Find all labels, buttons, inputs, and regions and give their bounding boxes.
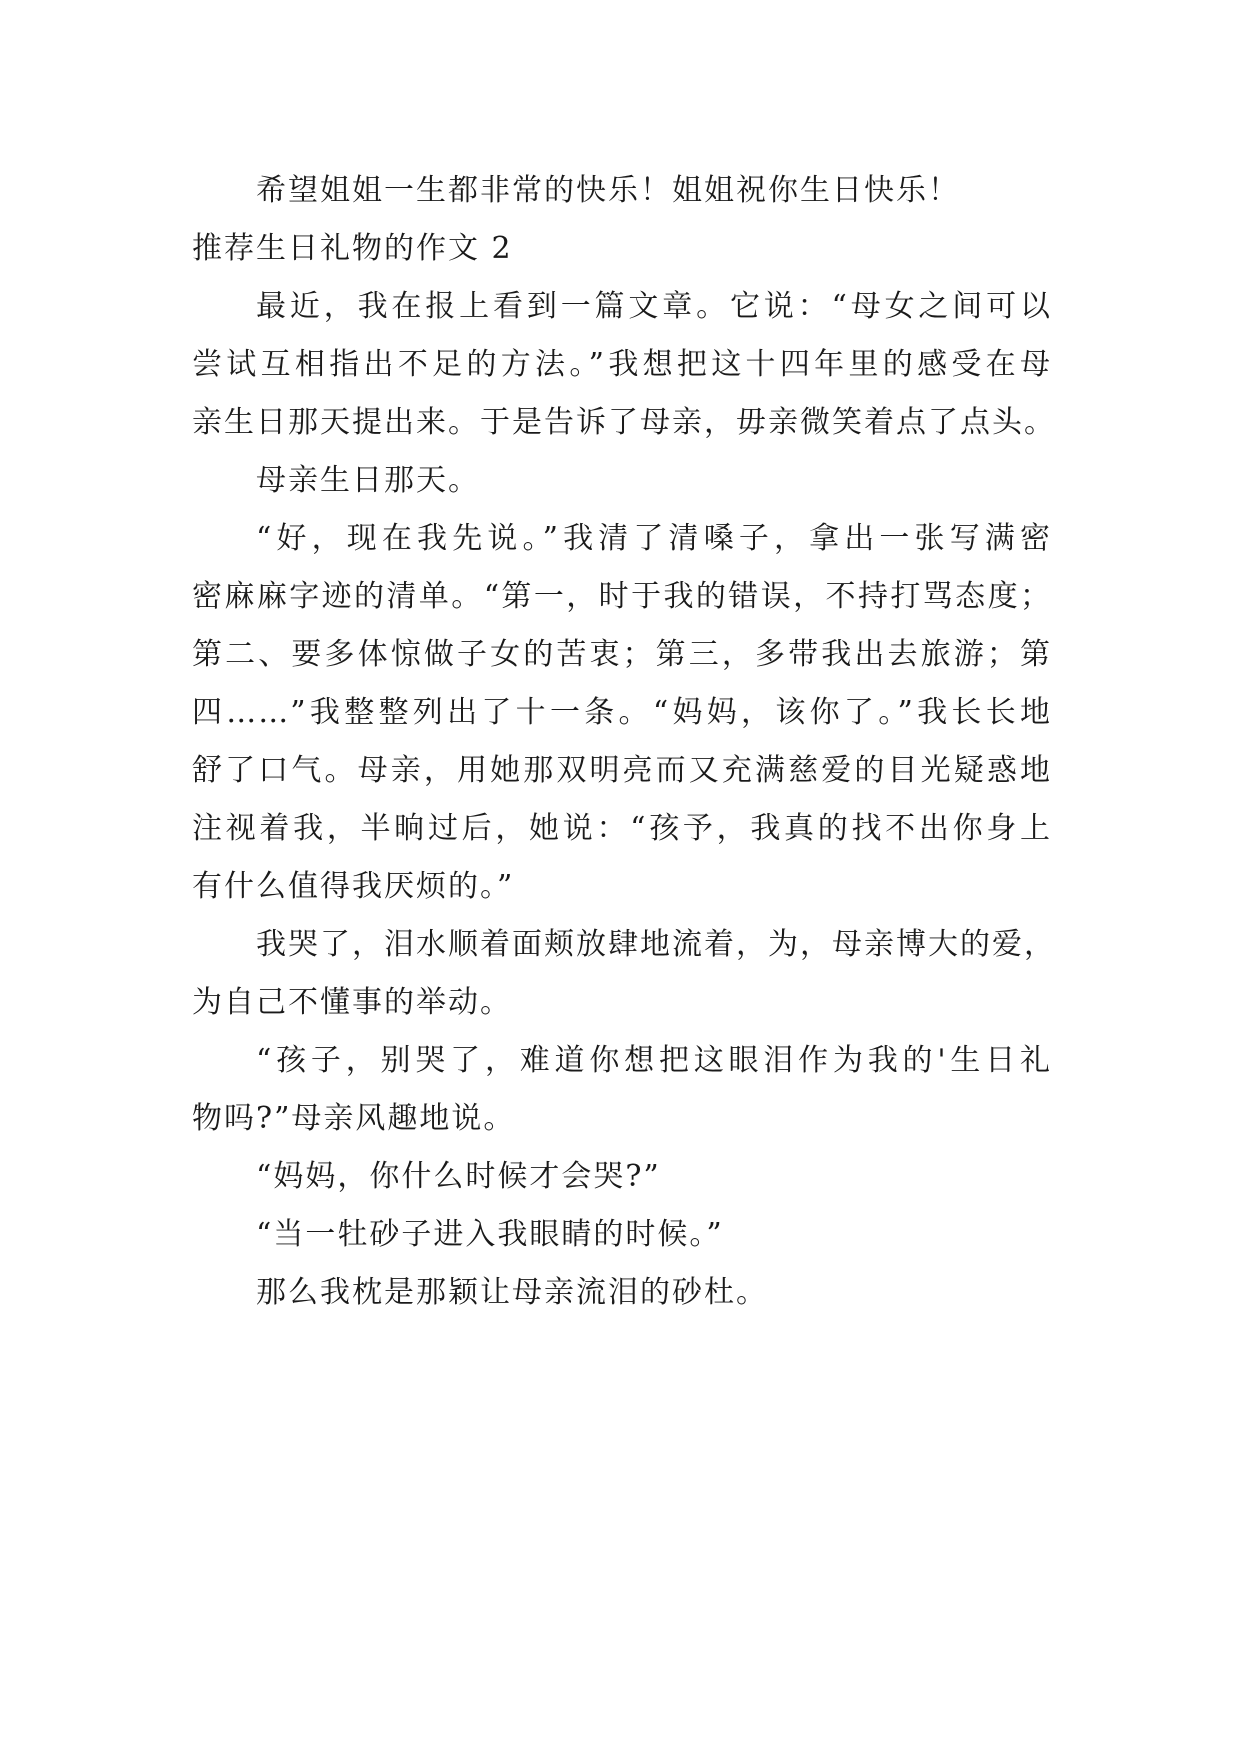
text-line xyxy=(192,1032,1052,1090)
text-line xyxy=(192,974,1052,1032)
line-text: 注视着我，半晌过后，她说：“孩予，我真的找不出你身上 xyxy=(192,811,1052,846)
text-line xyxy=(192,1206,1052,1264)
line-text: 亲生日那天提出来。于是告诉了母亲，毋亲微笑着点了点头。 xyxy=(192,405,1056,440)
line-text: 有什么值得我厌烦的。” xyxy=(192,869,515,904)
section-heading xyxy=(192,220,1052,278)
text-line xyxy=(192,1090,1052,1148)
line-text: “当一牡砂子进入我眼睛的时候。” xyxy=(256,1217,724,1252)
text-line xyxy=(192,858,1052,916)
line-text: 尝试互相指出不足的方法。”我想把这十四年里的感受在母 xyxy=(192,347,1052,382)
text-line xyxy=(192,394,1056,452)
line-text: “孩子，别哭了，难道你想把这眼泪作为我的'生日礼 xyxy=(256,1043,1052,1078)
line-text: 四……”我整整列出了十一条。“妈妈，该你了。”我长长地 xyxy=(192,695,1052,730)
line-text: 最近，我在报上看到一篇文章。它说：“母女之间可以 xyxy=(256,289,1052,324)
text-line xyxy=(192,510,1052,568)
line-text: 希望姐姐一生都非常的快乐！姐姐祝你生日快乐！ xyxy=(256,173,960,208)
line-text: “妈妈，你什么时候才会哭?” xyxy=(256,1159,661,1194)
line-text: 舒了口气。母亲，用她那双明亮而又充满慈爱的目光疑惑地 xyxy=(192,753,1052,788)
line-text: “好，现在我先说。”我清了清嗓子，拿出一张写满密 xyxy=(256,521,1052,556)
text-line xyxy=(192,684,1052,742)
text-line xyxy=(192,278,1052,336)
text-line xyxy=(192,626,1052,684)
line-text: 密麻麻字迹的清单。“第一，时于我的错误，不持打骂态度； xyxy=(192,579,1052,614)
document-body xyxy=(192,162,1056,1322)
line-text: 母亲生日那天。 xyxy=(256,463,480,498)
text-line xyxy=(192,1264,1052,1322)
text-line xyxy=(192,162,1052,220)
line-text: 物吗?”母亲风趣地说。 xyxy=(192,1101,516,1136)
text-line xyxy=(192,452,1052,510)
text-line xyxy=(192,916,1056,974)
line-text: 为自己不懂事的举动。 xyxy=(192,985,512,1020)
text-line xyxy=(192,568,1052,626)
text-line xyxy=(192,742,1052,800)
heading-text: 推荐生日礼物的作文 2 xyxy=(192,231,513,266)
text-line xyxy=(192,800,1052,858)
line-text: 那么我枕是那颖让母亲流泪的砂杜。 xyxy=(256,1275,768,1310)
line-text: 我哭了，泪水顺着面颊放肆地流着，为，母亲博大的爱， xyxy=(256,927,1056,962)
line-text: 第二、要多体惊做子女的苦衷；第三，多带我出去旅游；第 xyxy=(192,637,1052,672)
text-line xyxy=(192,336,1052,394)
text-line xyxy=(192,1148,1052,1206)
